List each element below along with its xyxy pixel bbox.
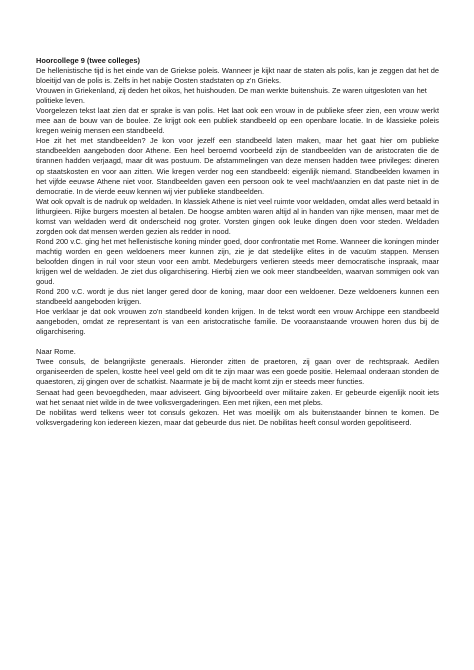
paragraph-women-statues: Hoe verklaar je dat ook vrouwen zo'n standbeeld konden krijgen. In de tekst wordt een vrouw Archippe een standbeeld aangeboden, omdat ze representant is van een aristocratische familie. De vooraanstaande vrouwen horen dus bij de oligarchisering. [36,307,439,337]
paragraph-read-text: Voorgelezen tekst laat zien dat er sprake is van polis. Het laat ook een vrouw in de publieke sfeer zien, een vrouw werkt mee aan de bouw van de boulee. Ze krijgt ook een publiek standbeeld op een openbare locatie. In de klassieke poleis kregen weinig mensen een standbeeld. [36,106,439,136]
paragraph-statues: Hoe zit het met standbeelden? Je kon voor jezelf een standbeeld laten maken, maar het gaat hier om publieke standbeelden aangeboden door Athene. Een heel beroemd voorbeeld zijn de standbeelden van de aristocraten die de tirannen hadden verjaagd, maar dit was postuum. De afstammelingen van deze mensen hadden twee privileges: dineren op staatskosten en voor aan zitten. Wie kregen verder nog een standbeeld: eigenlijk niemand. Standbeelden kwamen in het vijfde eeuwse Athene niet voor. Standbeelden gaven een persoon ook te veel macht/aanzien en dat paste niet in de democratie. In de vierde eeuw kennen wij vier publieke standbeelden. [36,136,439,196]
paragraph-hellenistic-era: De hellenistische tijd is het einde van de Griekse poleis. Wanneer je kijkt naar de staten als polis, kan je zeggen dat het de bloeitijd van de polis is. Zelfs in het nabije Oosten stadstaten op z'n Grieks. [36,66,439,86]
section-heading-rome: Naar Rome. [36,347,76,357]
paragraph-women-greece: Vrouwen in Griekenland, zij deden het oikos, het huishouden. De man werkte buitenshuis. Ze waren uitgesloten van het politieke leven. [36,86,427,106]
document-page [36,56,439,428]
document-title: Hoorcollege 9 (twee colleges) [36,56,140,65]
paragraph-200bc-benefactors: Rond 200 v.C. wordt je dus niet langer gered door de koning, maar door een weldoener. Deze weldoeners kunnen een standbeeld aangeboden krijgen. [36,287,439,307]
paragraph-senate: Senaat had geen bevoegdheden, maar adviseert. Ging bijvoorbeeld over militaire zaken. Er gebeurde eigenlijk nooit iets wat het senaat niet wilde in de twee volksvergaderingen. Een met rijken, een met plebs. [36,387,439,407]
paragraph-benefactions: Wat ook opvalt is de nadruk op weldaden. In klassiek Athene is niet veel ruimte voor weldaden, omdat alles werd betaald in lithurgieen. Rijke burgers moesten al betalen. De hoogse ambten waren altijd al in handen van rijke mensen, maar met de komst van weldaden werd dit onderscheid nog groter. Vorsten gingen ook leuke dingen doen voor steden. Weldaden zorgden ook dat mensen werden gezien als redder in nood. [36,196,439,236]
paragraph-200bc-kings: Rond 200 v.C. ging het met hellenistische koning minder goed, door confrontatie met Rome. Wanneer die koningen minder machtig worden en geen weldoeners meer kunnen zijn, zie je dat stedelijke elites in de vacuüm stappen. Mensen beloofden dingen in ruil voor steun voor een ambt. Medeburgers verlieren steeds meer democratische inspraak, maar krijgen wel de weldaden. Je ziet dus oligarchisering. Hierbij zien we ook meer standbeelden, waarvan sommigen ook van goud. [36,236,439,287]
paragraph-nobilitas: De nobilitas werd telkens weer tot consuls gekozen. Het was moeilijk om als buitenstaander binnen te komen. De volksvergadering kon iedereen kiezen, maar dat gebeurde dus niet. De nobilitas heeft consul worden gepolitiseerd. [36,407,439,427]
paragraph-consuls: Twee consuls, de belangrijkste generaals. Hieronder zitten de praetoren, zij gaan over de rechtspraak. Aedilen organiseerden de spelen, kostte heel veel geld om dit te zijn maar was een goede positie. Helemaal onderaan stonden de quaestoren, zij gingen over de schatkist. Naarmate je bij de macht komt zijn er steeds meer functies. [36,357,439,387]
